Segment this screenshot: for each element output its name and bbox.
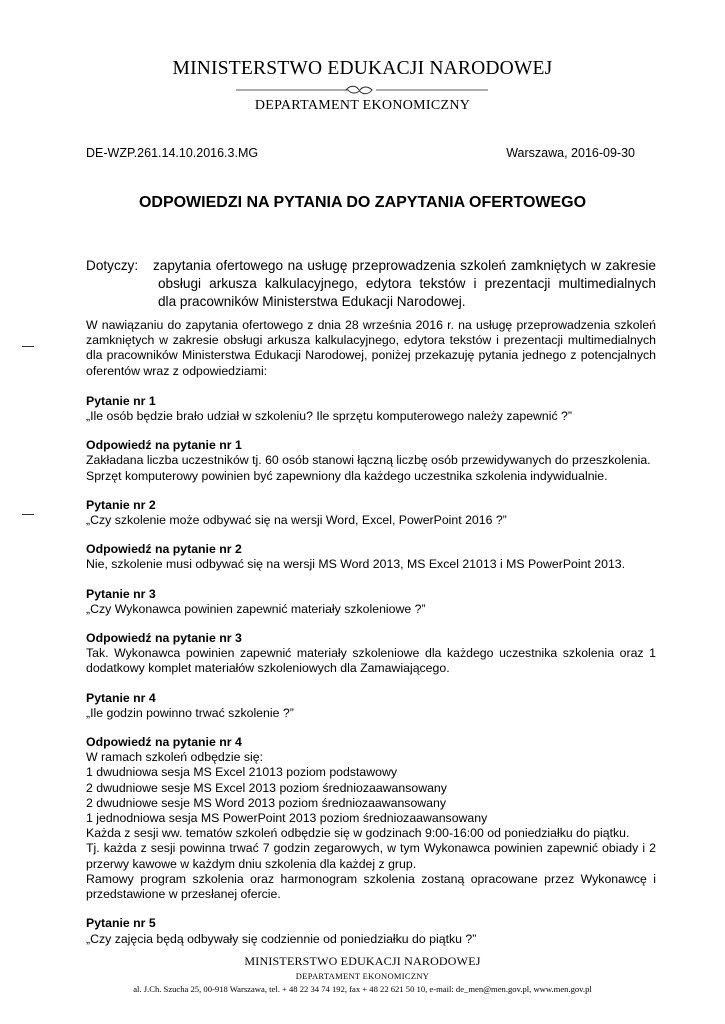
margin-fold-mark <box>22 346 34 347</box>
footer-address: al. J.Ch. Szucha 25, 00-918 Warszawa, tel. + 48 22 34 74 192, fax + 48 22 621 50 10, e-mail: de_men@men.gov.pl, www.men.gov.pl <box>133 984 592 994</box>
question-1-heading: Pytanie nr 1 <box>86 393 156 408</box>
question-3-text: „Czy Wykonawca powinien zapewnić materiały szkoleniowe ?” <box>86 601 426 616</box>
answer-1-line-1: Zakładana liczba uczestników tj. 60 osób stanowi łączną liczbę osób przewidywanych do przeszkolenia. <box>86 453 651 468</box>
question-2-text: „Czy szkolenie może odbywać się na wersji Word, Excel, PowerPoint 2016 ?” <box>86 513 507 528</box>
question-1-text: „Ile osób będzie brało udział w szkoleniu? Ile sprzętu komputerowego należy zapewnić ?” <box>86 409 572 424</box>
document-body <box>86 318 656 947</box>
place-date: Warszawa, 2016-09-30 <box>506 146 635 160</box>
question-3-heading: Pytanie nr 3 <box>86 586 156 601</box>
intro-paragraph: W nawiązaniu do zapytania ofertowego z dnia 28 września 2016 r. na usługę przeprowadzenia szkoleń zamkniętych w zakresie obsługi arkusza kalkulacyjnego, edytora tekstów i prezentacji multimedialnych dla pracowników Ministerstwa Edukacji Narodowej, poniżej przekazuję pytania jednego z potencjalnych oferentów wraz z odpowiedziami: <box>86 318 656 378</box>
question-5-text: „Czy zajęcia będą odbywały się codziennie od poniedziałku do piątku ?” <box>86 931 477 946</box>
answer-4-paragraph-2: Tj. każda z sesji powinna trwać 7 godzin zegarowych, w tym Wykonawca powinien zapewnić obiady i 2 przerwy kawowe w każdym dniu szkolenia dla każdej z grup. <box>86 841 656 871</box>
subject-block <box>86 257 656 311</box>
subject-line-1: zapytania ofertowego na usługę przeprowadzenia szkoleń zamkniętych w zakresie <box>153 258 656 273</box>
subject-line-3: dla pracowników Ministerstwa Edukacji Narodowej. <box>158 294 466 309</box>
answer-4-paragraph-3: Ramowy program szkolenia oraz harmonogram szkolenia zostaną opracowane przez Wykonawcę i przedstawione w przesłanej ofercie. <box>86 871 656 902</box>
answer-4-item-1: 1 dwudniowa sesja MS Excel 21013 poziom podstawowy <box>86 765 398 780</box>
answer-1-heading: Odpowiedź na pytanie nr 1 <box>86 438 242 453</box>
answer-3-heading: Odpowiedź na pytanie nr 3 <box>86 631 242 646</box>
answer-4-heading: Odpowiedź na pytanie nr 4 <box>86 735 242 750</box>
letterhead-department: DEPARTAMENT EKONOMICZNY <box>254 98 471 113</box>
subject-line-2: obsługi arkusza kalkulacyjnego, edytora tekstów i prezentacji multimedialnych <box>158 276 656 291</box>
answer-2-heading: Odpowiedź na pytanie nr 2 <box>86 542 242 557</box>
question-4-text: „Ile godzin powinno trwać szkolenie ?” <box>86 705 294 720</box>
page-title: ODPOWIEDZI NA PYTANIA DO ZAPYTANIA OFERTOWEGO <box>138 194 587 211</box>
letterhead-ministry: MINISTERSTWO EDUKACJI NARODOWEJ <box>172 58 553 79</box>
footer-department: DEPARTAMENT EKONOMICZNY <box>295 971 430 981</box>
question-4-heading: Pytanie nr 4 <box>86 690 156 705</box>
ornament-divider-icon <box>236 84 488 96</box>
answer-1-line-2: Sprzęt komputerowy powinien być zapewniony dla każdego uczestnika szkolenia indywidualnie. <box>86 468 608 483</box>
document-reference: DE-WZP.261.14.10.2016.3.MG <box>86 146 259 160</box>
answer-4-intro: W ramach szkoleń odbędzie się: <box>86 750 264 765</box>
question-2-heading: Pytanie nr 2 <box>86 497 156 512</box>
margin-fold-mark <box>22 514 34 515</box>
answer-4-item-4: 1 jednodniowa sesja MS PowerPoint 2013 poziom średniozaawansowany <box>86 811 488 826</box>
footer-ministry: MINISTERSTWO EDUKACJI NARODOWEJ <box>244 954 481 968</box>
answer-4-item-3: 2 dwudniowe sesje MS Word 2013 poziom średniozaawansowany <box>86 795 446 810</box>
answer-4-paragraph-1: Każda z sesji ww. tematów szkoleń odbędzie się w godzinach 9:00-16:00 od poniedziałku do piątku. <box>86 826 630 841</box>
subject-label: Dotyczy: <box>86 258 139 273</box>
answer-4-item-2: 2 dwudniowe sesje MS Excel 2013 poziom średniozaawansowany <box>86 780 447 795</box>
answer-3-text: Tak. Wykonawca powinien zapewnić materiały szkoleniowe dla każdego uczestnika szkolenia oraz 1 dodatkowy komplet materiałów szkoleniowych dla Zamawiającego. <box>86 646 656 676</box>
question-5-heading: Pytanie nr 5 <box>86 916 156 931</box>
answer-2-text: Nie, szkolenie musi odbywać się na wersji MS Word 2013, MS Excel 21013 i MS PowerPoint 2013. <box>86 557 626 572</box>
